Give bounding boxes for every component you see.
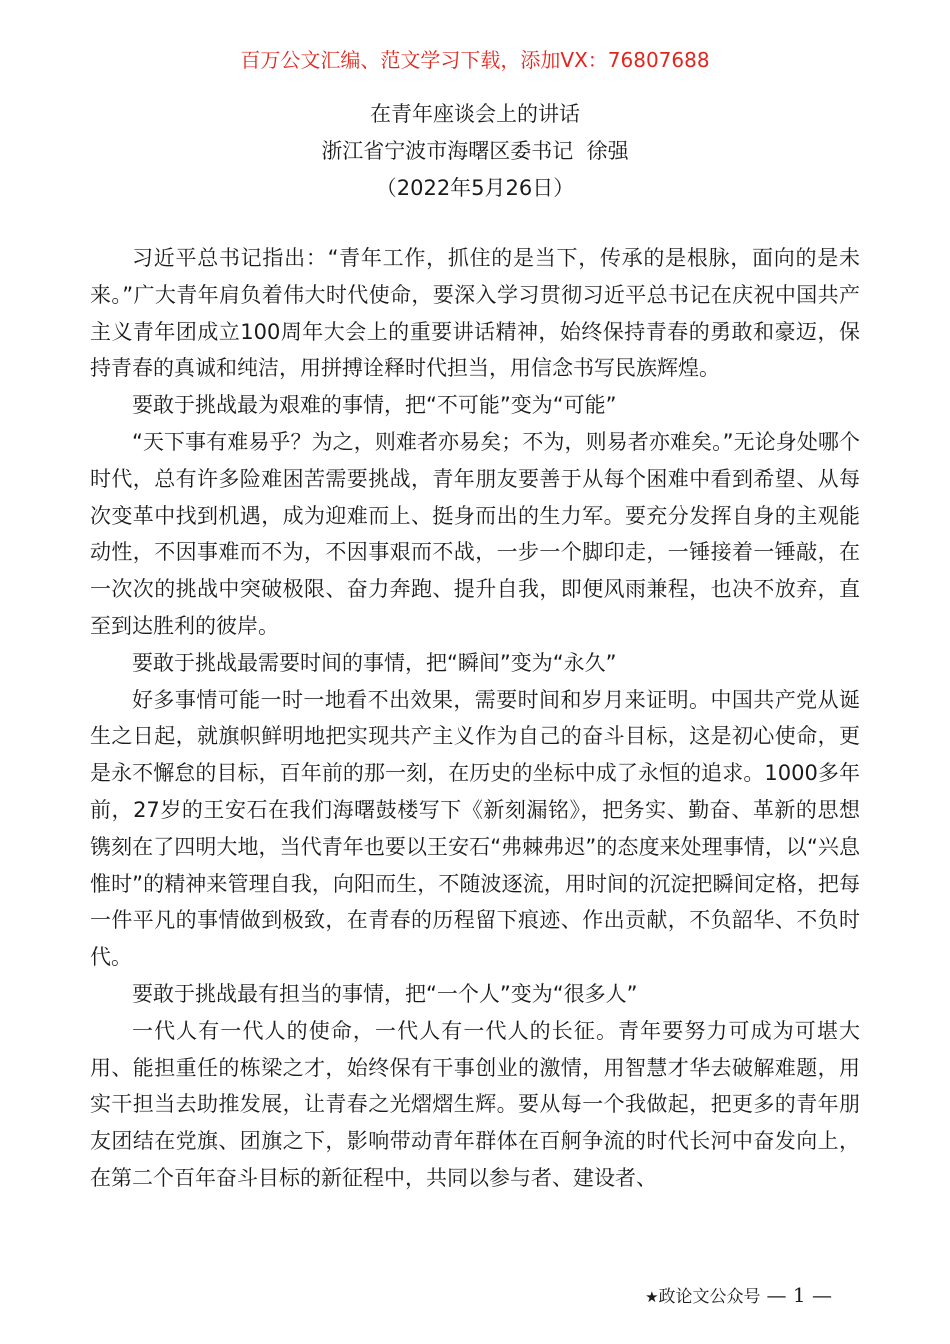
footer-source: 政论文公众号 [658, 1287, 761, 1307]
intro-paragraph: 习近平总书记指出：“青年工作，抓住的是当下，传承的是根脉，面向的是未来。”广大青年肩负着伟大时代使命，要深入学习贯彻习近平总书记在庆祝中国共产主义青年团成立100周年大会上的重要讲话精神，始终保持青春的勇敢和豪迈，保持青春的真诚和纯洁，用拼搏诠释时代担当，用信念书写民族辉煌。 [90, 246, 860, 381]
document-title: 在青年座谈会上的讲话 [370, 102, 580, 126]
section-heading: 要敢于挑战最为艰难的事情，把“不可能”变为“可能” [132, 393, 617, 418]
section-paragraph: “天下事有难易乎？为之，则难者亦易矣；不为，则易者亦难矣。”无论身处哪个时代，总有许多险难困苦需要挑战，青年朋友要善于从每个困难中看到希望、从每次变革中找到机遇，成为迎难而上、挺身而出的生力军。要充分发挥自身的主观能动性，不因事难而不为，不因事艰而不战，一步一个脚印走，一锤接着一锤敲，在一次次的挑战中突破极限、奋力奔跑、提升自我，即便风雨兼程，也决不放弃，直至到达胜利的彼岸。 [90, 429, 860, 638]
section-heading: 要敢于挑战最需要时间的事情，把“瞬间”变为“永久” [132, 650, 617, 675]
document-body [90, 240, 860, 1197]
page-number: — 1 — [766, 1283, 832, 1307]
page-footer [645, 1282, 832, 1310]
document-header [0, 96, 950, 207]
watermark-banner: 百万公文汇编、范文学习下载，添加VX：76807688 [240, 48, 710, 72]
document-date: （2022年5月26日） [375, 176, 575, 200]
section-paragraph: 一代人有一代人的使命，一代人有一代人的长征。青年要努力可成为可堪大用、能担重任的栋梁之才，始终保有干事创业的激情，用智慧才华去破解难题，用实干担当去助推发展，让青春之光熠熠生辉。要从每一个我做起，把更多的青年朋友团结在党旗、团旗之下，影响带动青年群体在百舸争流的时代长河中奋发向上，在第二个百年奋斗目标的新征程中，共同以参与者、建设者、 [90, 1018, 860, 1190]
document-author: 浙江省宁波市海曙区委书记 徐强 [321, 139, 629, 163]
section-heading: 要敢于挑战最有担当的事情，把“一个人”变为“很多人” [132, 981, 638, 1006]
star-icon: ★ [645, 1288, 659, 1306]
section-paragraph: 好多事情可能一时一地看不出效果，需要时间和岁月来证明。中国共产党从诞生之日起，就旗帜鲜明地把实现共产主义作为自己的奋斗目标，这是初心使命，更是永不懈怠的目标，百年前的那一刻，在历史的坐标中成了永恒的追求。1000多年前，27岁的王安石在我们海曙鼓楼写下《新刻漏铭》，把务实、勤奋、革新的思想镌刻在了四明大地，当代青年也要以王安石“弗棘弗迟”的态度来处理事情，以“兴息惟时”的精神来管理自我，向阳而生，不随波逐流，用时间的沉淀把瞬间定格，把每一件平凡的事情做到极致，在青春的历程留下痕迹、作出贡献，不负韶华、不负时代。 [90, 687, 860, 970]
